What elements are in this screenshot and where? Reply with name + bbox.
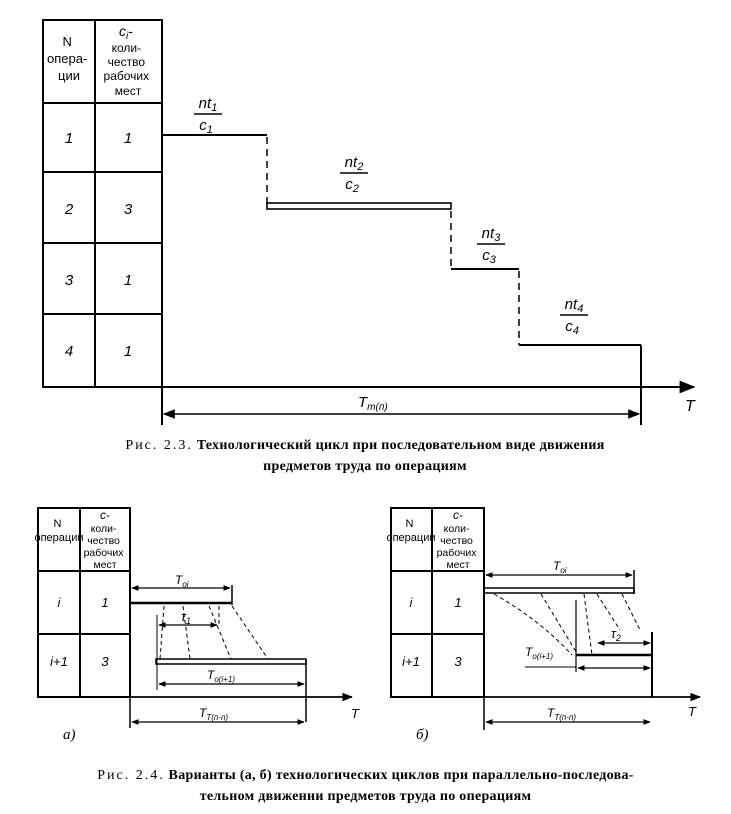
figure-2-4-caption-line2: тельном движении предметов труда по операциям: [199, 789, 532, 804]
label-op-4: [560, 296, 588, 337]
projections-a: [160, 606, 268, 659]
svg-text:c4: $c_4$: [565, 318, 579, 337]
svg-text:nt1: $nt_1$: [198, 95, 218, 114]
table-a-op-i: i: [57, 595, 61, 610]
figure-sequential: [43, 20, 696, 425]
table-b-op-i: i: [409, 595, 413, 610]
row-c-4: 1: [123, 343, 133, 360]
bar-a-op-i1: [156, 659, 306, 664]
table-b-header-c: коли- чество рабочих мест: [436, 523, 477, 571]
svg-text:c1: $c_1$: [199, 117, 213, 136]
cycle-span-label: $T_{т(п)}$: [358, 394, 388, 413]
table-a-c-i: 1: [101, 595, 109, 610]
header-operation-number: N опера- ции: [47, 34, 88, 83]
bar-b-op-i: [484, 588, 634, 593]
step-bars: [162, 135, 641, 425]
bar-op-2: [267, 203, 451, 209]
toi1-label-b: $T_{o(i+1)}$: [525, 645, 554, 661]
svg-text:c3: $c_3$: [482, 247, 496, 266]
row-c-2: 3: [123, 201, 133, 218]
table-b-c-i1: 3: [454, 654, 462, 669]
row-c-3: 1: [123, 272, 133, 289]
figure-2-4-caption-lead: Рис. 2.4.: [97, 768, 165, 783]
label-op-1: [194, 95, 222, 136]
figure-2-3-caption: [40, 435, 690, 477]
table-a-header-op: N операции: [34, 518, 84, 544]
figure-2-3-caption-line1: Технологический цикл при последовательном виде движения: [192, 438, 605, 453]
toi-label-b: $T_{oi}$: [553, 559, 567, 575]
table-b-header-symbol: c-: [453, 508, 463, 522]
time-axis-label: T: [685, 398, 695, 415]
span-label-b: $T_{T(п-п)}$: [547, 706, 577, 722]
svg-text:nt4: $nt_4$: [564, 296, 584, 315]
table-a-header-symbol: c-: [100, 508, 110, 522]
variant-b-label: б): [416, 727, 429, 743]
step-labels: [194, 95, 588, 337]
header-workplaces: коли- чество рабочих мест: [103, 41, 150, 98]
figure-2-3-caption-line2: предметов труда по операциям: [263, 459, 467, 474]
figure-2-3-caption-lead: Рис. 2.3.: [125, 438, 193, 453]
figure-parallel-variant-b: [386, 508, 700, 743]
toi-label-a: $T_{oi}$: [175, 573, 189, 589]
label-op-3: [477, 225, 505, 266]
span-label-a: $T_{T(п-п)}$: [199, 706, 229, 722]
projections-b: [494, 594, 640, 655]
header-workplaces-symbol: $c_i-$: [119, 23, 133, 42]
table-a-header-c: коли- чество рабочих мест: [83, 523, 124, 571]
tau-label-a: $\tau_1$: [181, 609, 191, 626]
time-axis-label-a: T: [351, 706, 359, 721]
table-rows: [64, 130, 133, 360]
figure-parallel-variant-a: [34, 508, 360, 743]
table-b-op-i1: i+1: [402, 654, 420, 669]
variant-a-label: а): [63, 727, 76, 743]
figure-2-4-caption-line1: Варианты (а, б) технологических циклов при параллельно-последова-: [164, 768, 634, 783]
table-a-c-i1: 3: [101, 654, 109, 669]
row-op-3: 3: [64, 272, 74, 289]
svg-text:c2: $c_2$: [345, 176, 359, 195]
tau-label-b: $\tau_2$: [611, 626, 621, 643]
table-b-c-i: 1: [454, 595, 462, 610]
table-b-header-op: N операции: [386, 518, 436, 544]
svg-text:nt3: $nt_3$: [481, 225, 501, 244]
time-axis-label-b: T: [688, 704, 696, 719]
figure-2-4-caption: [5, 765, 726, 807]
row-op-2: 2: [64, 201, 74, 218]
row-op-1: 1: [64, 130, 74, 147]
svg-text:nt2: $nt_2$: [344, 154, 364, 173]
row-op-4: 4: [64, 343, 74, 360]
toi1-label-a: $T_{o(i+1)}$: [207, 668, 236, 684]
table-a-op-i1: i+1: [50, 654, 68, 669]
row-c-1: 1: [123, 130, 133, 147]
label-op-2: [340, 154, 368, 195]
